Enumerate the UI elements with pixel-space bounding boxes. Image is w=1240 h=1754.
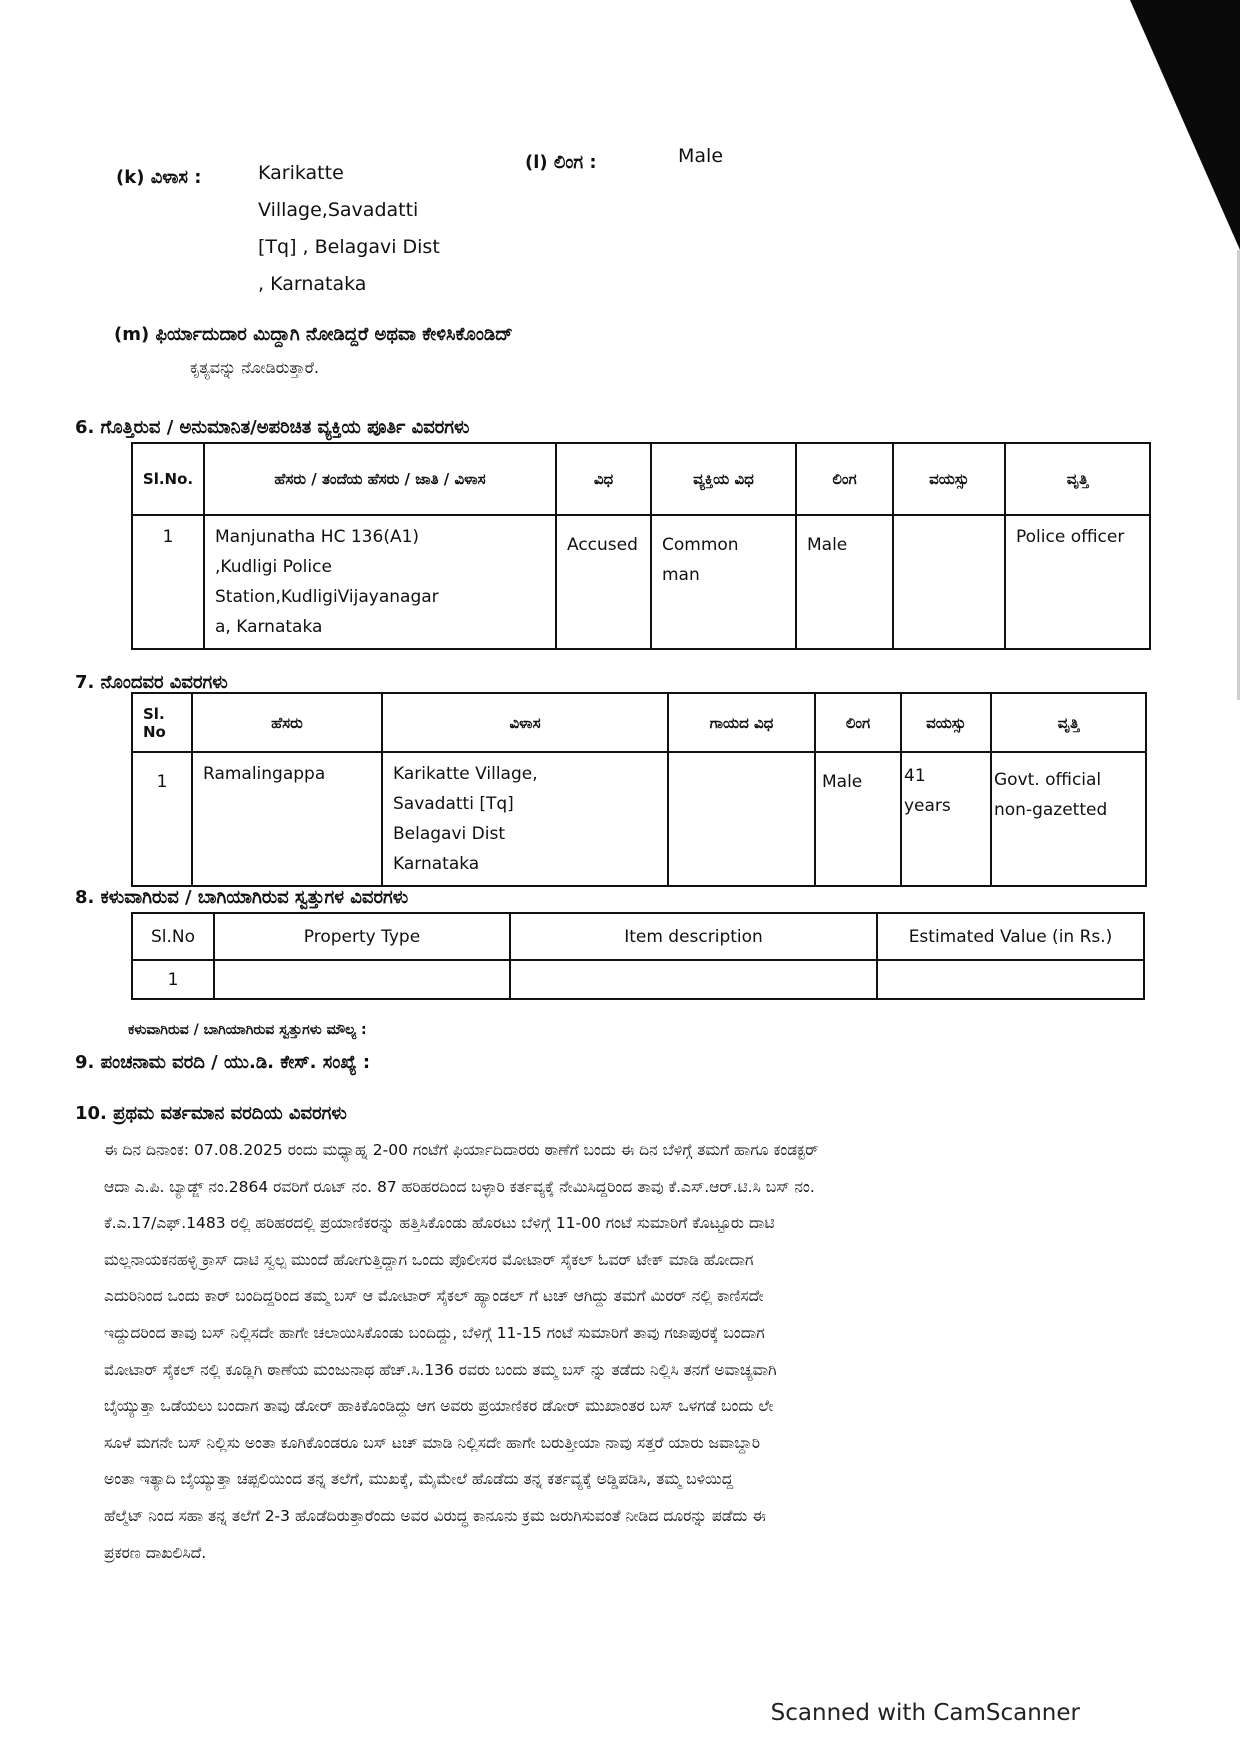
property-table (131, 912, 1145, 1000)
fir-details-paragraph: ಈ ದಿನ ದಿನಾಂಕ: 07.08.2025 ರಂದು ಮಧ್ಯಾಹ್ನ 2-00 ಗಂಟೆಗೆ ಫಿರ್ಯಾದಿದಾರರು ಠಾಣೆಗೆ ಬಂದು ಈ ದಿನ ಬೆಳಿಗ್ಗೆ ತಮಗೆ ಹಾಗೂ ಕಂಡಕ್ಟರ್ ಆದಾ ಎ.ಪಿ. ಬ್ಯಾಡ್ಜ್ ನಂ.2864 ರವರಿಗೆ ರೂಟ್ ನಂ. 87 ಹರಿಹರದಿಂದ ಬಳ್ಳಾರಿ ಕರ್ತವ್ಯಕ್ಕೆ ನೇಮಿಸಿದ್ದರಿಂದ ತಾವು ಕೆ.ಎಸ್.ಆರ್.ಟಿ.ಸಿ ಬಸ್ ನಂ. ಕೆ.ಎ.17/ಎಫ್.1483 ರಲ್ಲಿ ಹರಿಹರದಲ್ಲಿ ಪ್ರಯಾಣಿಕರನ್ನು ಹತ್ತಿಸಿಕೊಂಡು ಹೊರಟು ಬೆಳಿಗ್ಗೆ 11-00 ಗಂಟೆ ಸುಮಾರಿಗೆ ಕೊಟ್ಟೂರು ದಾಟಿ ಮಲ್ಲನಾಯಕನಹಳ್ಳಿ ಕ್ರಾಸ್ ದಾಟಿ ಸ್ವಲ್ಪ ಮುಂದೆ ಹೋಗುತ್ತಿದ್ದಾಗ ಒಂದು ಪೊಲೀಸರ ಮೋಟಾರ್ ಸೈಕಲ್ ಓವರ್ ಟೇಕ್ ಮಾಡಿ ಹೋದಾಗ ಎದುರಿನಿಂದ ಒಂದು ಕಾರ್ ಬಂದಿದ್ದರಿಂದ ತಮ್ಮ ಬಸ್ ಆ ಮೋಟಾರ್ ಸೈಕಲ್ ಹ್ಯಾಂಡಲ್ ಗೆ ಟಚ್ ಆಗಿದ್ದು ತಮಗೆ ಮಿರರ್ ನಲ್ಲಿ ಕಾಣಿಸದೇ ಇದ್ದುದರಿಂದ ತಾವು ಬಸ್ ನಿಲ್ಲಿಸದೇ ಹಾಗೇ ಚಲಾಯಿಸಿಕೊಂಡು ಬಂದಿದ್ದು, ಬೆಳಿಗ್ಗೆ 11-15 ಗಂಟೆ ಸುಮಾರಿಗೆ ತಾವು ಗಜಾಪುರಕ್ಕೆ ಬಂದಾಗ ಮೋಟಾರ್ ಸೈಕಲ್ ನಲ್ಲಿ ಕೂಡ್ಲಿಗಿ ಠಾಣೆಯ ಮಂಜುನಾಥ ಹೆಚ್.ಸಿ.136 ರವರು ಬಂದು ತಮ್ಮ ಬಸ್ ನ್ನು ತಡೆದು ನಿಲ್ಲಿಸಿ ತನಗೆ ಅವಾಚ್ಯವಾಗಿ ಬೈಯ್ಯುತ್ತಾ ಒಡೆಯಲು ಬಂದಾಗ ತಾವು ಡೋರ್ ಹಾಕಿಕೊಂಡಿದ್ದು ಆಗ ಅವರು ಪ್ರಯಾಣಿಕರ ಡೋರ್ ಮುಖಾಂತರ ಬಸ್ ಒಳಗಡೆ ಬಂದು ಲೇ ಸೂಳೆ ಮಗನೇ ಬಸ್ ನಿಲ್ಲಿಸು ಅಂತಾ ಕೂಗಿಕೊಂಡರೂ ಬಸ್ ಟಚ್ ಮಾಡಿ ನಿಲ್ಲಿಸದೇ ಹಾಗೇ ಬರುತ್ತೀಯಾ ನಾವು ಸತ್ತರೆ ಯಾರು ಜವಾಬ್ದಾರಿ ಅಂತಾ ಇತ್ಯಾದಿ ಬೈಯ್ಯುತ್ತಾ ಚಪ್ಪಲಿಯಿಂದ ತನ್ನ ತಲೆಗೆ, ಮುಖಕ್ಕೆ, ಮೈಮೇಲೆ ಹೊಡೆದು ತನ್ನ ಕರ್ತವ್ಯಕ್ಕೆ ಅಡ್ಡಿಪಡಿಸಿ, ತಮ್ಮ ಬಳಿಯಿದ್ದ ಹೆಲ್ಮೆಟ್ ನಿಂದ ಸಹಾ ತನ್ನ ತಲೆಗೆ 2-3 ಹೊಡೆದಿರುತ್ತಾರೆಂದು ಅವರ ವಿರುದ್ಧ ಕಾನೂನು ಕ್ರಮ ಜರುಗಿಸುವಂತೆ ನೀಡಿದ ದೂರನ್ನು ಪಡೆದು ಈ ಪ್ರಕರಣ ದಾಖಲಿಸಿದೆ. (104, 1141, 819, 1562)
table-row: 1 (132, 960, 1144, 999)
col-person-type: ವ್ಯಕ್ತಿಯ ವಿಧ (651, 443, 796, 515)
scan-corner-shadow (1130, 0, 1240, 250)
col-gender: ಲಿಂಗ (815, 693, 901, 752)
col-property-type: Property Type (214, 913, 510, 960)
col-address: ವಿಳಾಸ (382, 693, 668, 752)
victim-table (131, 692, 1147, 887)
table-row: 1 Ramalingappa Karikatte Village, Savadatti [Tq] Belagavi Dist Karnataka Male 41 years Govt. official non-gazetted (132, 752, 1146, 886)
col-occupation: ವೃತ್ತಿ (1005, 443, 1150, 515)
address-label: (k) ವಿಳಾಸ : (116, 167, 202, 188)
col-slno: Sl.No. (132, 443, 204, 515)
col-slno: Sl. No (132, 693, 192, 752)
col-vidha: ವಿಧ (556, 443, 651, 515)
col-occupation: ವೃತ್ತಿ (991, 693, 1146, 752)
col-slno: Sl.No (132, 913, 214, 960)
section10-title: 10. ಪ್ರಥಮ ವರ್ತಮಾನ ವರದಿಯ ವಿವರಗಳು (75, 1103, 347, 1124)
col-name: ಹೆಸರು (192, 693, 382, 752)
property-value-note: ಕಳುವಾಗಿರುವ / ಬಾಗಿಯಾಗಿರುವ ಸ್ವತ್ತುಗಳು ಮೌಲ್ಯ : (128, 1022, 367, 1038)
col-gender: ಲಿಂಗ (796, 443, 893, 515)
col-age: ವಯಸ್ಸು (901, 693, 991, 752)
accused-table (131, 442, 1151, 650)
gender-value: Male (678, 145, 724, 167)
section8-title: 8. ಕಳುವಾಗಿರುವ / ಬಾಗಿಯಾಗಿರುವ ಸ್ವತ್ತುಗಳ ವಿವರಗಳು (75, 887, 409, 908)
table-row: 1 Manjunatha HC 136(A1) ,Kudligi Police Station,KudligiVijayanagar a, Karnataka Accused Common man Male Police officer (132, 515, 1150, 649)
victim-address: Karikatte Village, Savadatti [Tq] Belagavi Dist Karnataka (393, 764, 538, 874)
scanner-watermark: Scanned with CamScanner (770, 1700, 1080, 1726)
section6-title: 6. ಗೊತ್ತಿರುವ / ಅನುಮಾನಿತ/ಅಪರಿಚಿತ ವ್ಯಕ್ತಿಯ ಪೂರ್ತಿ ವಿವರಗಳು (75, 417, 470, 438)
section7-title: 7. ನೊಂದವರ ವಿವರಗಳು (75, 672, 228, 693)
witness-value: ಕೃತ್ಯವನ್ನು ನೋಡಿರುತ್ತಾರೆ. (190, 358, 319, 377)
col-item-description: Item description (510, 913, 877, 960)
col-estimated-value: Estimated Value (in Rs.) (877, 913, 1144, 960)
gender-label: (l) ಲಿಂಗ : (525, 152, 597, 173)
witness-label: (m) ಫಿರ್ಯಾದುದಾರ ಮಿದ್ದಾಗಿ ನೋಡಿದ್ದರೆ ಅಥವಾ ಕೇಳಿಸಿಕೊಂಡಿದ್ (114, 324, 513, 345)
col-injury: ಗಾಯದ ವಿಧ (668, 693, 815, 752)
address-value: Karikatte Village,Savadatti [Tq] , Belagavi Dist , Karnataka (258, 162, 440, 295)
section9-title: 9. ಪಂಚನಾಮ ವರದಿ / ಯು.ಡಿ. ಕೇಸ್. ಸಂಖ್ಯೆ : (75, 1052, 371, 1073)
col-name: ಹೆಸರು / ತಂದೆಯ ಹೆಸರು / ಜಾತಿ / ವಿಳಾಸ (204, 443, 556, 515)
col-age: ವಯಸ್ಸು (893, 443, 1005, 515)
accused-name: Manjunatha HC 136(A1) ,Kudligi Police Station,KudligiVijayanagar a, Karnataka (215, 527, 439, 637)
